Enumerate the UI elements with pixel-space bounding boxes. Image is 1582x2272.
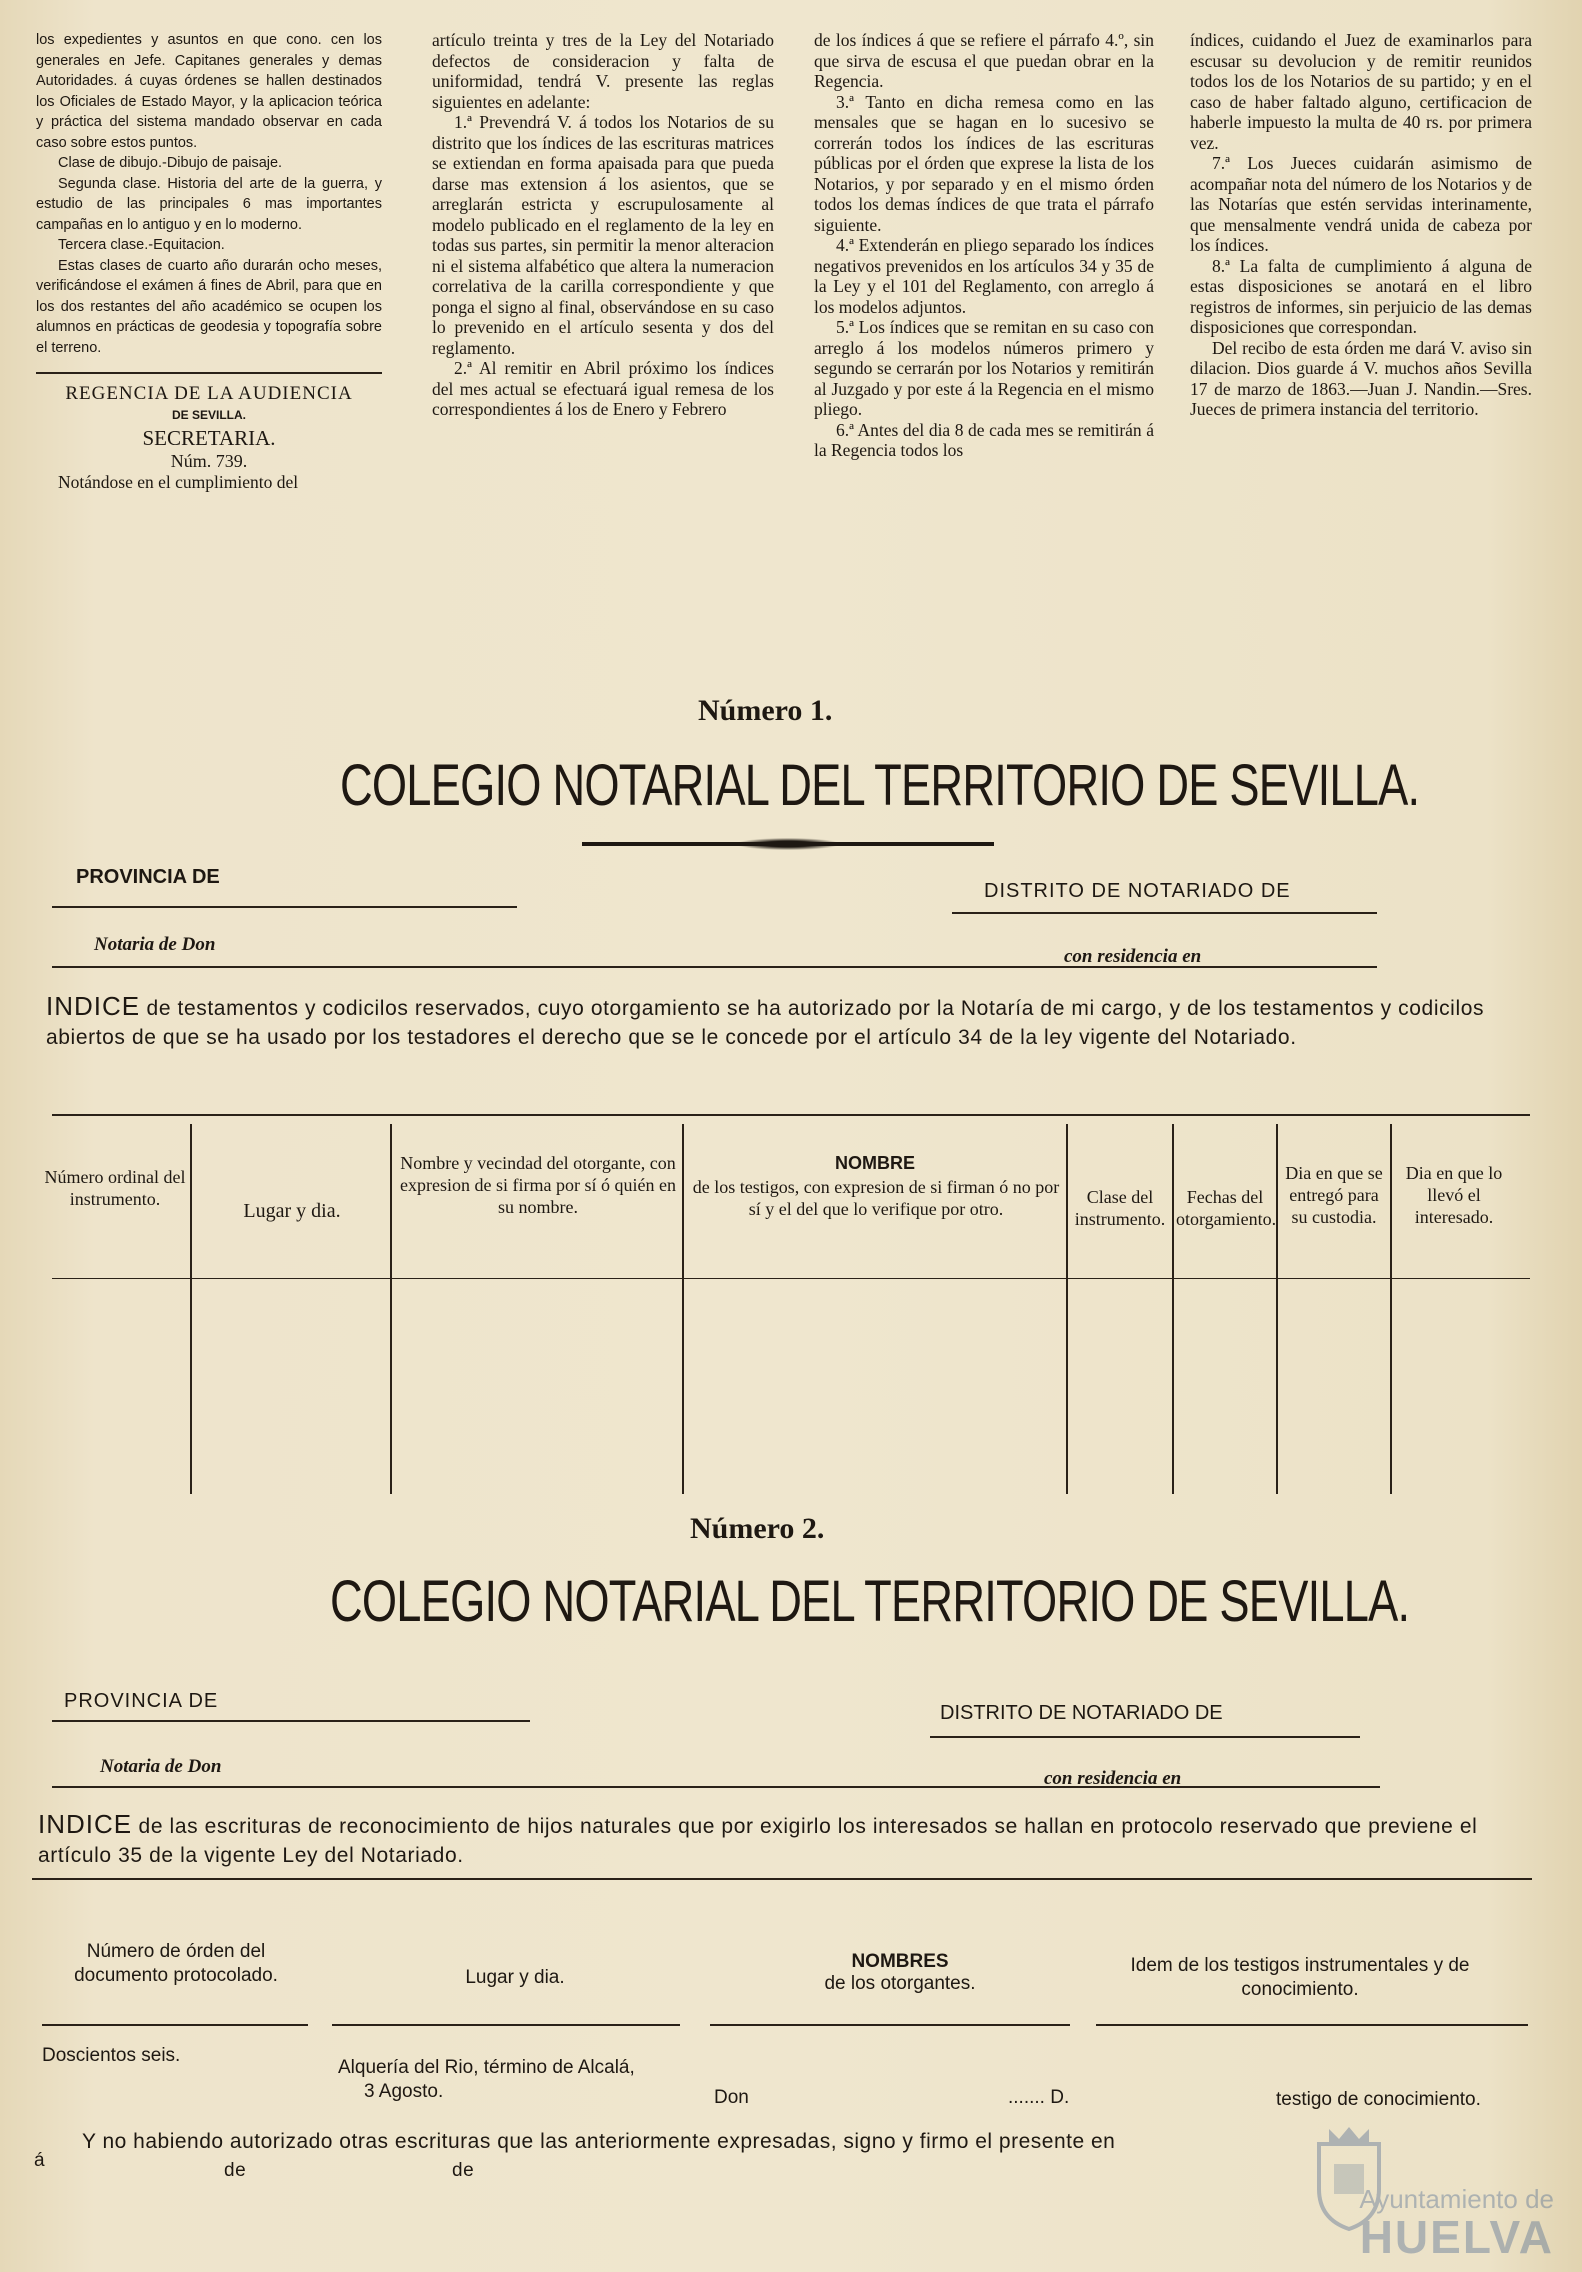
watermark-line1: Ayuntamiento de <box>1359 2184 1554 2214</box>
form2-closing-de: de <box>224 2160 247 2181</box>
section-subheading: DE SEVILLA. <box>171 407 246 422</box>
form1-header-entrego: Dia en que se entregó para su custodia. <box>1285 1163 1383 1227</box>
form1-table-top <box>52 1114 1530 1116</box>
paragraph: los expedientes y asuntos en que cono. cen los generales en Jefe. Capitanes generales y demas Autoridades. á cuyas órdenes se hallen destinados los Oficiales de Estado Mayor, y la aplicacion teórica y práctica del sistema mandado observar en cada caso sobre estos puntos. <box>36 32 382 151</box>
form1-table-header-bottom <box>52 1278 1530 1279</box>
form2-table-top <box>32 1878 1532 1880</box>
form2-col-line <box>1096 2024 1528 2026</box>
form2-provincia-line <box>52 1720 530 1722</box>
form1-number: Número 1. <box>698 694 833 727</box>
form2-closing: Y no habiendo autorizado otras escrituras que las anteriormente expresadas, signo y firmo el presente en <box>82 2130 1116 2153</box>
paragraph: 2.ª Al remitir en Abril próximo los índices del mes actual se efectuará igual remesa de los correspondientes á los de Enero y Febrero <box>432 358 774 419</box>
form2-col-line <box>332 2024 680 2026</box>
paragraph: 5.ª Los índices que se remitan en su caso con arreglo á los modelos números primero y segundo se cerrarán por los Notarios y remitirán al Juzgado y por este á la Regencia en el mismo pliego. <box>814 317 1154 419</box>
column-2 <box>432 30 774 420</box>
form1-col-divider <box>1066 1124 1068 1494</box>
form2-notaria-label: Notaria de Don <box>100 1756 222 1777</box>
form2-cell-numero: Doscientos seis. <box>42 2045 181 2066</box>
form1-distrito-label: DISTRITO DE NOTARIADO DE <box>984 880 1291 902</box>
section-heading: REGENCIA DE LA AUDIENCIA <box>65 383 353 404</box>
paragraph: Segunda clase. Historia del arte de la guerra, y estudio de las principales 6 mas importantes campañas en lo antiguo y en lo moderno. <box>36 175 382 233</box>
form2-closing-a: á <box>34 2150 46 2171</box>
paragraph: de los índices á que se refiere el párrafo 4.º, sin que sirva de escusa el que puedan obrar en la Regencia. <box>814 30 1154 91</box>
paragraph: 1.ª Prevendrá V. á todos los Notarios de su distrito que los índices de las escrituras matrices se extiendan en forma apaisada para que pueda darse mas extension á los asientos, que se arreglarán estricta y escrupulosamente al modelo publicado en el reglamento de la ley en todas sus partes, sin permitir la menor alteracion ni el sistema alfabético que altera la numeracion correlativa de la carilla correspondiente y que ponga el signo al final, observándose en su caso lo prevenido en el artículo sesenta y dos del reglamento. <box>432 112 774 358</box>
form1-provincia-line <box>52 906 517 908</box>
column-4 <box>1190 30 1532 420</box>
indice-text: de las escrituras de reconocimiento de hijos naturales que por exigirlo los interesados se hallan en protocolo reservado que previene el artículo 35 de la vigente Ley del Notariado. <box>38 1815 1478 1867</box>
form1-header-otorgante: Nombre y vecindad del otorgante, con expresion de si firma por sí ó quién en su nombre. <box>400 1153 676 1217</box>
indice-initial: INDICE <box>38 1809 133 1839</box>
form2-number: Número 2. <box>690 1512 825 1545</box>
form1-col-divider <box>190 1124 192 1494</box>
form1-header-nombre: NOMBRE <box>835 1153 915 1173</box>
form2-closing-de: de <box>452 2160 475 2181</box>
form1-header-clase: Clase del instrumento. <box>1074 1187 1166 1229</box>
paragraph: artículo treinta y tres de la Ley del Notariado defectos de consideracion y falta de uniformidad, tendrá V. presente las reglas siguientes en adelante: <box>432 30 774 112</box>
watermark-logo <box>1304 2114 1554 2263</box>
watermark-line2: HUELVA <box>1359 2211 1554 2263</box>
form1-col-divider <box>1276 1124 1278 1494</box>
paragraph: 7.ª Los Jueces cuidarán asimismo de acompañar nota del número de los Notarios y de las Notarías que estén servidas interinamente, que mensalmente vendrá unida de cabeza por los índices. <box>1190 153 1532 255</box>
column-3 <box>814 30 1154 461</box>
form1-header-testigos: de los testigos, con expresion de si firman ó no por sí y el del que lo verifique por otro. <box>692 1177 1060 1219</box>
form2-residencia-label: con residencia en <box>1044 1768 1182 1789</box>
form1-col-divider <box>390 1124 392 1494</box>
column-1 <box>36 30 382 492</box>
form2-provincia-label: PROVINCIA DE <box>64 1690 219 1712</box>
indice-initial: INDICE <box>46 991 141 1021</box>
paragraph: Clase de dibujo.-Dibujo de paisaje. <box>58 155 283 171</box>
paragraph: Del recibo de esta órden me dará V. aviso sin dilacion. Dios guarde á V. muchos años Sevilla 17 de marzo de 1863.—Juan J. Nandin.—Sres. Jueces de primera instancia del territorio. <box>1190 337 1532 419</box>
paragraph: 4.ª Extenderán en pliego separado los índices negativos prevenidos en los artículos 34 y 35 de la Ley y el 101 del Reglamento, con arreglo á los modelos adjuntos. <box>814 235 1154 317</box>
form2-cell-don: Don <box>714 2087 749 2108</box>
form1-notaria-label: Notaria de Don <box>94 934 216 955</box>
form2-distrito-label: DISTRITO DE NOTARIADO DE <box>940 1702 1223 1724</box>
form1-col-divider <box>682 1124 684 1494</box>
form2-header-testigos: Idem de los testigos instrumentales y de conocimiento. <box>1130 1955 1470 2000</box>
form1-provincia-label: PROVINCIA DE <box>76 866 220 888</box>
title-ornament <box>582 842 994 846</box>
form1-header-llevo: Dia en que lo llevó el interesado. <box>1405 1163 1503 1227</box>
form2-title: COLEGIO NOTARIAL DEL TERRITORIO DE SEVILLA. <box>330 1569 1410 1634</box>
form1-distrito-line <box>952 912 1377 914</box>
form2-header-nombres: NOMBRES <box>851 1951 949 1972</box>
form2-col-line <box>42 2024 308 2026</box>
form2-header-otorgantes: de los otorgantes. <box>824 1973 976 1994</box>
form2-col-line <box>710 2024 1070 2026</box>
paragraph: Notándose en el cumplimiento del <box>58 471 299 492</box>
form2-distrito-line <box>930 1736 1360 1738</box>
indice-text: de testamentos y codicilos reservados, cuyo otorgamiento se ha autorizado por la Notaría de mi cargo, y de los testamentos y codicilos abiertos de que se ha usado por los testadores el derecho que se le concede por el artículo 34 de la ley vigente del Notariado. <box>46 997 1485 1049</box>
form1-header-lugar: Lugar y dia. <box>243 1200 341 1222</box>
form2-cell-dots: ....... D. <box>1008 2087 1070 2108</box>
form1-col-divider <box>1390 1124 1392 1494</box>
form2-cell-fecha: 3 Agosto. <box>364 2081 444 2102</box>
form1-header-fechas: Fechas del otorgamiento. <box>1176 1187 1277 1229</box>
form1-header-numero: Número ordinal del instrumento. <box>44 1167 186 1209</box>
form2-header-numero: Número de órden del documento protocolado. <box>74 1941 278 1986</box>
form2-cell-testigo: testigo de conocimiento. <box>1276 2089 1481 2110</box>
paragraph: índices, cuidando el Juez de examinarlos para escusar su devolucion y de remitir reunidos todos los de los Notarios de su partido; y en el caso de haber faltado alguno, certificacion de haberle impuesto la multa de 40 rs. por primera vez. <box>1190 30 1532 153</box>
form1-indice <box>46 992 1516 1052</box>
section-number: Núm. 739. <box>170 451 248 471</box>
divider <box>36 372 382 374</box>
form1-residencia-label: con residencia en <box>1064 946 1202 967</box>
form2-cell-lugar: Alquería del Rio, término de Alcalá, <box>338 2057 635 2078</box>
form1-title: COLEGIO NOTARIAL DEL TERRITORIO DE SEVILLA. <box>340 753 1420 818</box>
form1-col-divider <box>1172 1124 1174 1494</box>
form2-header-lugar: Lugar y dia. <box>465 1967 565 1988</box>
paragraph: 3.ª Tanto en dicha remesa como en las mensales que se hagan en lo sucesivo se correrán todos los índices de las escrituras públicas por el órden que exprese la lista de los Notarios, y por separado y en el mismo órden todos los demas índices de que trata el párrafo siguiente. <box>814 91 1154 235</box>
paragraph: Tercera clase.-Equitacion. <box>58 237 225 253</box>
paragraph: 6.ª Antes del dia 8 de cada mes se remitirán á la Regencia todos los <box>814 419 1154 460</box>
section-secretaria: SECRETARIA. <box>142 426 276 450</box>
paragraph: 8.ª La falta de cumplimiento á alguna de estas disposiciones se anotará en el libro registros de informes, sin perjuicio de las demas disposiciones que correspondan. <box>1190 255 1532 337</box>
form2-indice <box>38 1810 1498 1870</box>
paragraph: Estas clases de cuarto año durarán ocho meses, verificándose el exámen á fines de Abril, para que en los dos restantes del año académico se ocupen los alumnos en prácticas de geodesia y topografía sobre el terreno. <box>36 257 382 356</box>
